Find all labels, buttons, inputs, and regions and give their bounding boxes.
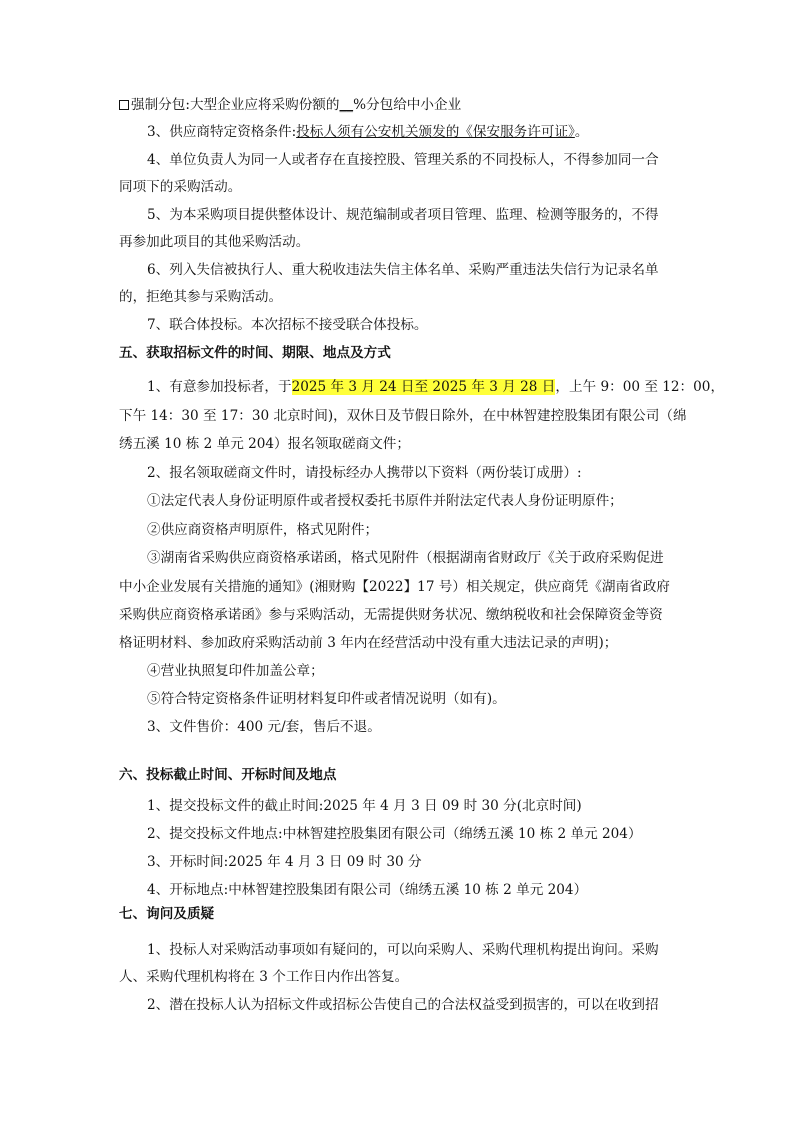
subcontract-suffix: %分包给中小企业 [353, 97, 462, 113]
section-heading-6: 六、投标截止时间、开标时间及地点 [119, 767, 337, 783]
paragraph-line: 7、联合体投标。本次招标不接受联合体投标。 [147, 317, 428, 333]
paragraph-line: 1、投标人对采购活动事项如有疑问的，可以向采购人、采购代理机构提出询问。采购 [147, 942, 659, 958]
paragraph-line: 再参加此项目的其他采购活动。 [119, 234, 310, 250]
checkbox-icon [119, 100, 129, 110]
paragraph-line: 2、报名领取磋商文件时，请投标经办人携带以下资料（两份装订成册）: [147, 465, 582, 481]
paragraph-line: 中小企业发展有关措施的通知》(湘财购【2022】17 号）相关规定，供应商凭《湖南省政府 [119, 579, 670, 595]
paragraph-line: 下午 14：30 至 17：30 北京时间)，双休日及节假日除外，在中林智建控股集团有限公司（绵 [119, 408, 687, 424]
paragraph-line: 2、潜在投标人认为招标文件或招标公告使自己的合法权益受到损害的，可以在收到招 [147, 997, 659, 1013]
paragraph-line: 同项下的采购活动。 [119, 179, 242, 195]
special-qualification-suffix: 。 [574, 124, 589, 140]
paragraph-line: 人、采购代理机构将在 3 个工作日内作出答复。 [119, 969, 409, 985]
paragraph-line: 采购供应商资格承诺函》参与采购活动，无需提供财务状况、缴纳税收和社会保障资金等资 [119, 607, 663, 623]
paragraph-line: 6、列入失信被执行人、重大税收违法失信主体名单、采购严重违法失信行为记录名单 [147, 262, 659, 278]
subcontract-prefix: 强制分包:大型企业应将采购份额的 [131, 97, 340, 113]
special-qualification [147, 123, 588, 141]
paragraph-line: 5、为本采购项目提供整体设计、规范编制或者项目管理、监理、检测等服务的，不得 [147, 207, 659, 223]
highlighted-date-range: 2025 年 3 月 24 日至 2025 年 3 月 28 日 [291, 379, 556, 395]
list-item: ②供应商资格声明原件，格式见附件； [147, 522, 379, 538]
section-heading-7: 七、询问及质疑 [119, 906, 215, 922]
security-license-requirement: 投标人须有公安机关颁发的《保安服务许可证》 [296, 124, 575, 140]
paragraph-line: 的，拒绝其参与采购活动。 [119, 289, 283, 305]
paragraph-line: 4、单位负责人为同一人或者存在直接控股、管理关系的不同投标人，不得参加同一合 [147, 152, 659, 168]
paragraph-line: 格证明材料、参加政府采购活动前 3 年内在经营活动中没有重大违法记录的声明)； [119, 635, 618, 651]
paragraph-line: 绣五溪 10 栋 2 单元 204）报名领取磋商文件； [119, 436, 410, 452]
subcontract-blank: __ [339, 97, 354, 113]
registration-period-line [147, 378, 724, 396]
list-item: 1、提交投标文件的截止时间:2025 年 4 月 3 日 09 时 30 分(北京时间) [147, 798, 582, 814]
list-item: ⑤符合特定资格条件证明材料复印件或者情况说明（如有)。 [147, 691, 506, 707]
registration-prefix: 1、有意参加投标者，于 [147, 379, 292, 395]
list-item: 3、开标时间:2025 年 4 月 3 日 09 时 30 分 [147, 854, 422, 870]
special-qualification-prefix: 3、供应商特定资格条件: [147, 124, 297, 140]
registration-suffix: ，上午 9：00 至 12：00， [555, 379, 725, 395]
list-item: ③湖南省采购供应商资格承诺函，格式见附件（根据湖南省财政厅《关于政府采购促进 [147, 550, 664, 566]
paragraph-line: 3、文件售价：400 元/套，售后不退。 [147, 719, 381, 735]
list-item: 4、开标地点:中林智建控股集团有限公司（绵绣五溪 10 栋 2 单元 204） [147, 882, 588, 898]
list-item: 2、提交投标文件地点:中林智建控股集团有限公司（绵绣五溪 10 栋 2 单元 204） [147, 826, 642, 842]
list-item: ④营业执照复印件加盖公章； [147, 663, 324, 679]
subcontract-line [119, 96, 461, 114]
list-item: ①法定代表人身份证明原件或者授权委托书原件并附法定代表人身份证明原件； [147, 493, 623, 509]
section-heading-5: 五、获取招标文件的时间、期限、地点及方式 [119, 345, 391, 361]
